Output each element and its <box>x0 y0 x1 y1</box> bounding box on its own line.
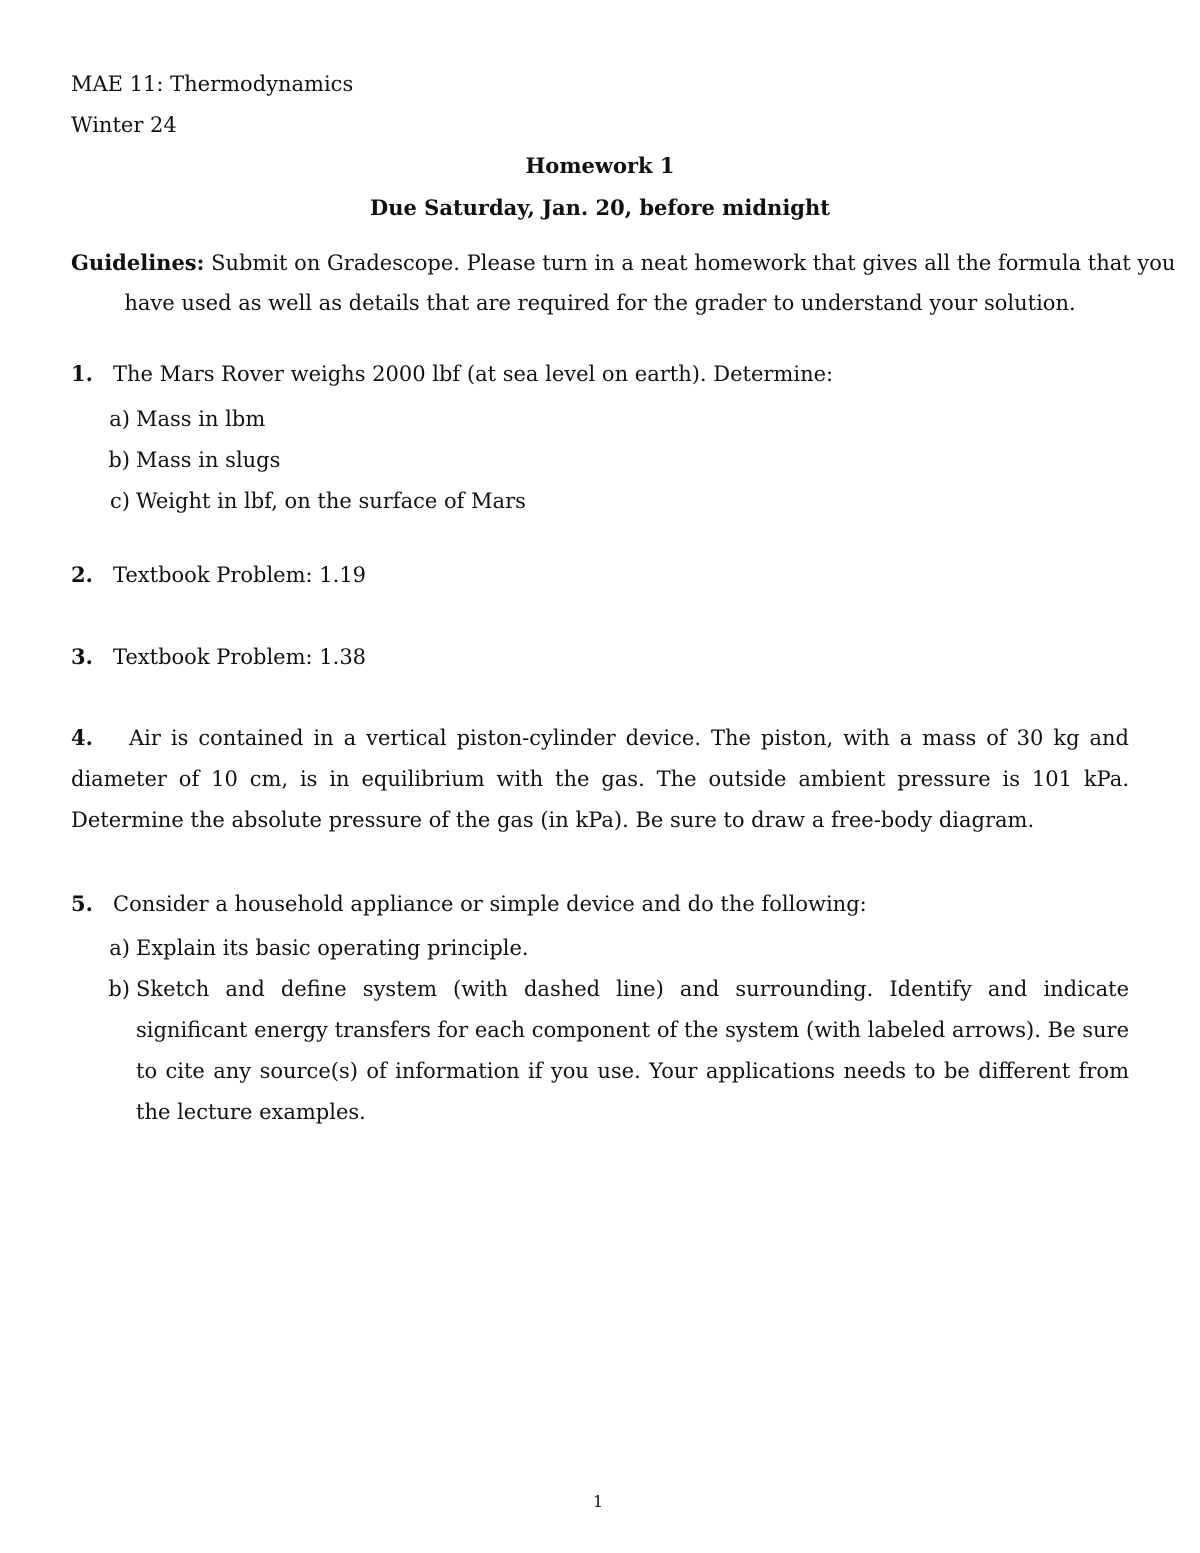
part-text: Mass in lbm <box>136 407 266 431</box>
problem-1-text: The Mars Rover weighs 2000 lbf (at sea level on earth). Determine: <box>113 362 834 386</box>
problem-3-text: Textbook Problem: 1.38 <box>113 645 367 669</box>
part-label: a) <box>109 936 130 960</box>
problem-3-number: 3. <box>71 644 93 669</box>
problem-2 <box>71 564 366 586</box>
page-number: 1 <box>593 1492 604 1511</box>
part-label: b) <box>108 977 130 1001</box>
problem-1-number: 1. <box>71 361 93 386</box>
term: Winter 24 <box>71 113 177 137</box>
guidelines-line-2: have used as well as details that are required for the grader to understand your solution. <box>124 291 1076 315</box>
part-text: Weight in lbf, on the surface of Mars <box>136 489 526 513</box>
problem-4-number: 4. <box>71 725 93 750</box>
problem-5-number: 5. <box>71 891 93 916</box>
course-title: MAE 11: Thermodynamics <box>71 72 354 96</box>
problem-3 <box>71 646 366 668</box>
part-label: b) <box>108 448 130 472</box>
due-date: Due Saturday, Jan. 20, before midnight <box>370 195 830 220</box>
problem-2-text: Textbook Problem: 1.19 <box>113 563 367 587</box>
guidelines-label: Guidelines: <box>71 250 205 275</box>
part-text: Explain its basic operating principle. <box>136 936 529 960</box>
problem-4 <box>71 717 1129 841</box>
problem-1 <box>71 363 833 385</box>
guidelines-line-1 <box>71 250 1176 275</box>
part-label: c) <box>110 489 130 513</box>
problem-5-text: Consider a household appliance or simple device and do the following: <box>113 892 867 916</box>
problem-1-part-a <box>100 409 265 430</box>
problem-5-part-a <box>100 938 529 959</box>
problem-5-part-b-text: Sketch and define system (with dashed line) and surrounding. Identify and indicate significant energy transfers for each component of the system (with labeled arrows). Be sure to cite any source(s) of information if you use. Your applications needs to be different from the lecture examples. <box>136 977 1129 1124</box>
problem-2-number: 2. <box>71 562 93 587</box>
problem-4-text: Air is contained in a vertical piston-cylinder device. The piston, with a mass of 30 kg and diameter of 10 cm, is in equilibrium with the gas. The outside ambient pressure is 101 kPa. Determine the absolute pressure of the gas (in kPa). Be sure to draw a free-body diagram. <box>71 726 1129 832</box>
part-text: Mass in slugs <box>136 448 281 472</box>
problem-1-part-c <box>100 491 526 512</box>
homework-title: Homework 1 <box>525 153 675 178</box>
problem-5 <box>71 893 867 915</box>
guidelines-text-1: Submit on Gradescope. Please turn in a neat homework that gives all the formula that you <box>211 251 1176 275</box>
problem-1-part-b <box>100 450 280 471</box>
problem-5-part-b-label <box>100 979 136 1000</box>
part-label: a) <box>109 407 130 431</box>
